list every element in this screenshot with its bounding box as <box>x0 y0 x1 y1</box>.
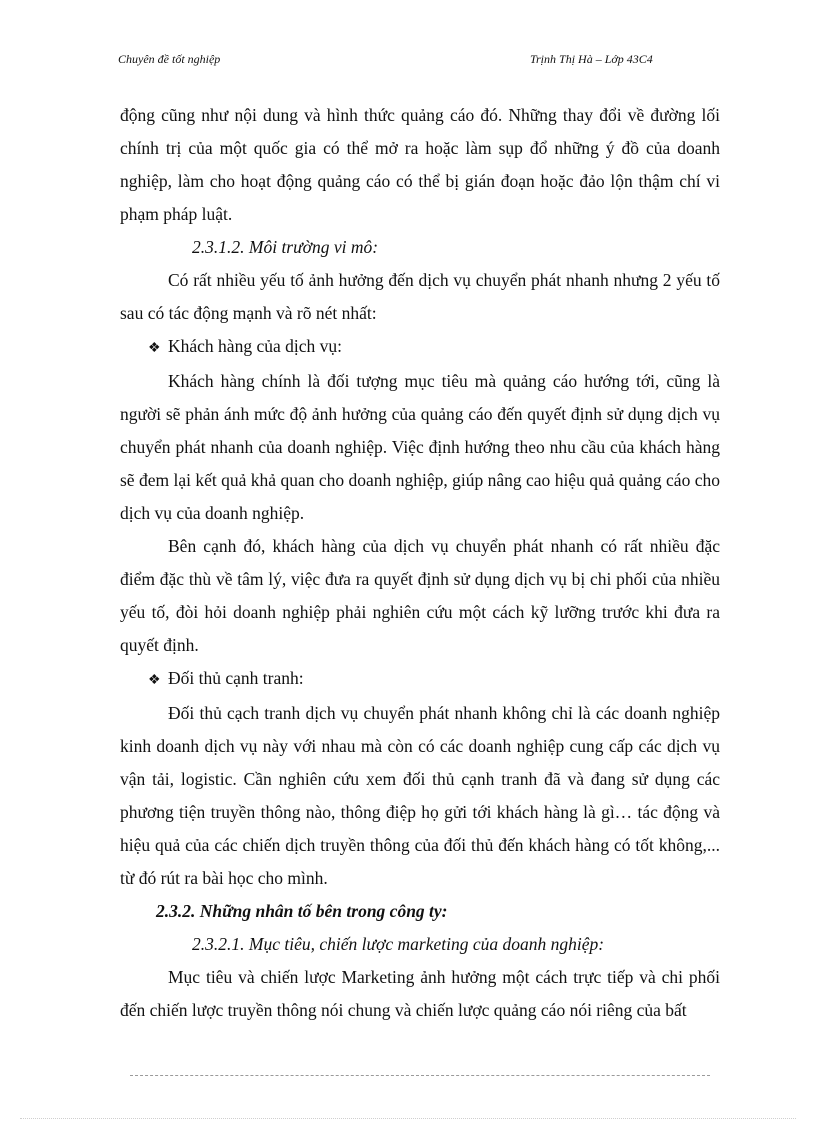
paragraph-micro-intro: Có rất nhiều yếu tố ảnh hưởng đến dịch vụ chuyển phát nhanh nhưng 2 yếu tố sau có tác động mạnh và rõ nét nhất: <box>120 270 720 323</box>
diamond-bullet-icon: ❖ <box>148 341 161 356</box>
paragraph-political-environment: động cũng như nội dung và hình thức quảng cáo đó. Những thay đổi về đường lối chính trị của một quốc gia có thể mở ra hoặc làm sụp đổ những ý đồ của doanh nghiệp, làm cho hoạt động quảng cáo có thể bị gián đoạn hoặc đảo lộn thậm chí vi phạm pháp luật. <box>120 105 720 224</box>
bullet-competitors <box>120 662 720 697</box>
footer-divider <box>130 1075 710 1076</box>
bullet-customers-label: Khách hàng của dịch vụ: <box>168 336 342 356</box>
bullet-customers <box>120 330 720 365</box>
diamond-bullet-icon: ❖ <box>148 673 161 688</box>
header-author-class: Trịnh Thị Hà – Lớp 43C4 <box>530 52 653 66</box>
paragraph-competitors: Đối thủ cạch tranh dịch vụ chuyển phát nhanh không chỉ là các doanh nghiệp kinh doanh dịch vụ này với nhau mà còn có các doanh nghiệp cung cấp các dịch vụ vận tải, logistic. Cần nghiên cứu xem đối thủ cạnh tranh đã và đang sử dụng các phương tiện truyền thông nào, thông điệp họ gửi tới khách hàng là gì… tác động và hiệu quả của các chiến dịch truyền thông của đối thủ đến khách hàng có tốt không,... từ đó rút ra bài học cho mình. <box>120 703 720 888</box>
subheading-marketing-strategy: 2.3.2.1. Mục tiêu, chiến lược marketing của doanh nghiệp: <box>192 934 605 954</box>
document-body <box>120 99 720 1027</box>
page-edge-divider <box>20 1118 796 1119</box>
paragraph-customers-target: Khách hàng chính là đối tượng mục tiêu mà quảng cáo hướng tới, cũng là người sẽ phản ánh mức độ ảnh hưởng của quảng cáo đến quyết định sử dụng dịch vụ chuyển phát nhanh của doanh nghiệp. Việc định hướng theo nhu cầu của khách hàng sẽ đem lại kết quả khả quan cho doanh nghiệp, giúp nâng cao hiệu quả quảng cáo cho dịch vụ của doanh nghiệp. <box>120 371 720 523</box>
bullet-competitors-label: Đối thủ cạnh tranh: <box>168 668 304 688</box>
subheading-micro-environment: 2.3.1.2. Môi trường vi mô: <box>192 237 379 257</box>
header-document-type: Chuyên đề tốt nghiệp <box>118 52 221 66</box>
paragraph-customers-psychology: Bên cạnh đó, khách hàng của dịch vụ chuyển phát nhanh có rất nhiều đặc điểm đặc thù về tâm lý, việc đưa ra quyết định sử dụng dịch vụ bị chi phối của nhiều yếu tố, đòi hỏi doanh nghiệp phải nghiên cứu một cách kỹ lưỡng trước khi đưa ra quyết định. <box>120 536 720 655</box>
paragraph-marketing-strategy: Mục tiêu và chiến lược Marketing ảnh hưởng một cách trực tiếp và chi phối đến chiến lược truyền thông nói chung và chiến lược quảng cáo nói riêng của bất <box>120 967 720 1020</box>
section-heading-internal-factors: 2.3.2. Những nhân tố bên trong công ty: <box>156 901 448 921</box>
page-header <box>118 52 698 70</box>
